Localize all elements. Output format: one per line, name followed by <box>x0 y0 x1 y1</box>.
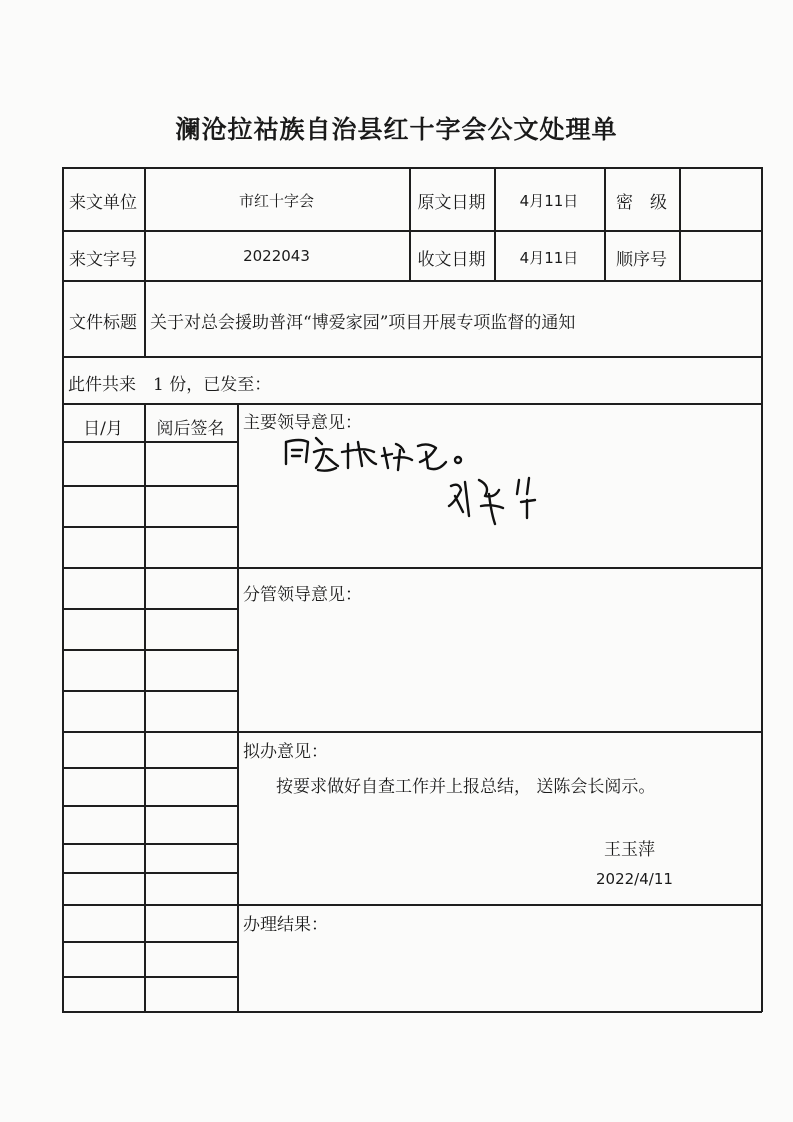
handling-result-label: 办理结果： <box>243 915 328 935</box>
left-grid-line <box>62 608 238 610</box>
section-divider <box>62 904 762 906</box>
table-row-divider <box>62 230 762 232</box>
sequence-number-label: 顺序号 <box>616 250 667 270</box>
table-border-bottom <box>62 1011 762 1013</box>
column-divider <box>679 167 681 281</box>
sender-unit-value: 市红十字会 <box>238 192 314 210</box>
left-grid-line <box>62 805 238 807</box>
doc-number-value: 2022043 <box>243 247 310 265</box>
file-title-label: 文件标题 <box>69 313 137 333</box>
column-divider <box>237 403 239 1012</box>
left-grid-line <box>62 767 238 769</box>
signature-column-header: 阅后签名 <box>156 419 225 439</box>
table-border-right <box>761 167 763 1012</box>
table-row-divider <box>62 356 762 358</box>
received-date-label: 收文日期 <box>417 250 486 270</box>
deputy-leader-opinion-label: 分管领导意见： <box>243 585 362 605</box>
section-divider <box>62 731 762 733</box>
left-grid-line <box>62 441 238 443</box>
left-grid-line <box>62 690 238 692</box>
proposal-opinion-label: 拟办意见： <box>243 742 328 762</box>
doc-number-label: 来文字号 <box>69 250 137 270</box>
main-leader-signature <box>445 472 555 532</box>
original-date-value: 4月11日 <box>519 192 579 210</box>
left-grid-line <box>62 526 238 528</box>
table-row-divider <box>62 403 762 405</box>
left-grid-line <box>62 843 238 845</box>
date-column-header: 日/月 <box>83 419 123 439</box>
main-leader-handwritten-opinion <box>278 428 478 478</box>
sender-unit-label: 来文单位 <box>69 193 137 213</box>
proposal-opinion-text: 按要求做好自查工作并上报总结， 送陈会长阅示。 <box>276 777 656 797</box>
left-grid-line <box>62 941 238 943</box>
left-grid-line <box>62 872 238 874</box>
copies-line: 此件共来 1 份，已发至： <box>68 375 272 395</box>
security-level-label: 密 级 <box>616 193 667 213</box>
main-leader-opinion-label: 主要领导意见： <box>243 413 362 433</box>
table-border-top <box>62 167 762 169</box>
table-border-left <box>62 167 64 1012</box>
file-title-value: 关于对总会援助普洱“博爱家园”项目开展专项监督的通知 <box>150 313 576 333</box>
received-date-value: 4月11日 <box>519 249 579 267</box>
left-grid-line <box>62 976 238 978</box>
proposal-date: 2022/4/11 <box>596 870 673 888</box>
column-divider <box>144 403 146 1012</box>
proposal-signer: 王玉萍 <box>604 840 655 860</box>
document-title: 澜沧拉祜族自治县红十字会公文处理单 <box>175 115 618 144</box>
left-grid-line <box>62 649 238 651</box>
left-grid-line <box>62 485 238 487</box>
table-row-divider <box>62 280 762 282</box>
original-date-label: 原文日期 <box>417 193 486 213</box>
section-divider <box>62 567 762 569</box>
